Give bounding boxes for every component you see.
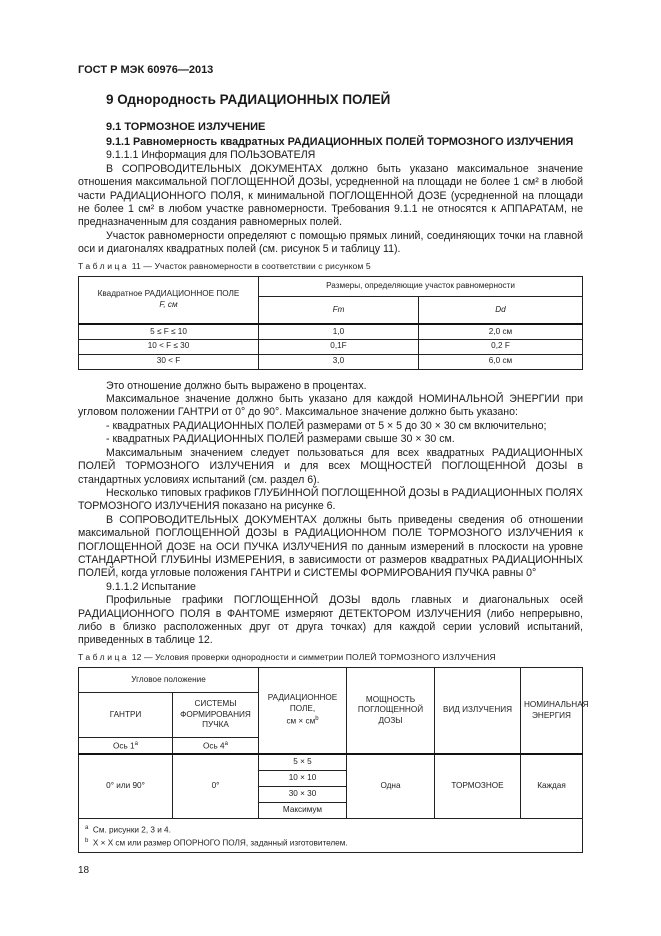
page-number: 18 — [78, 865, 90, 877]
cell: Максимум — [259, 802, 347, 818]
header-axis4 — [173, 737, 259, 754]
footnote-mark: a — [85, 824, 89, 831]
footnote-text: X × X см или размер ОПОРНОГО ПОЛЯ, заданный изготовителем. — [92, 838, 348, 848]
paragraph: В СОПРОВОДИТЕЛЬНЫХ ДОКУМЕНТАХ должны быть приведены сведения об отношении максимальной ПОГЛОЩЕННОЙ ДОЗЫ в РАДИАЦИОННОМ ПОЛЕ ТОРМОЗНОГО ИЗЛУЧЕНИЯ к ПОГЛОЩЕННОЙ ДОЗЕ на ОСИ ПУЧКА ИЗЛУЧЕНИЯ по данным измерений в плоскости на уровне СТАНДАРТНОЙ ГЛУБИНЫ ИЗМЕРЕНИЯ, в зависимости от размеров квадратных РАДИАЦИОННЫХ ПОЛЕЙ, когда угловые положения ГАНТРИ и СИСТЕМЫ ФОРМИРОВАНИЯ ПУЧКА равны 0° — [78, 513, 583, 580]
paragraph: Профильные графики ПОГЛОЩЕННОЙ ДОЗЫ вдоль главных и диагональных осей РАДИАЦИОННОГО ПОЛЯ в ФАНТОМЕ измеряют ДЕТЕКТОРОМ ИЗЛУЧЕНИЯ (либо непрерывно, либо в близко расположенных друг от друга точках) для каждой серии условий испытаний, приведенных в таблице 12. — [78, 594, 583, 647]
header-text: РАДИАЦИОННОЕ ПОЛЕ, — [267, 693, 338, 713]
header-text: Dd — [495, 304, 506, 314]
cell: 0,2 F — [419, 339, 583, 354]
paragraph: Максимальное значение должно быть указано для каждой НОМИНАЛЬНОЙ ЭНЕРГИИ при угловом положении ГАНТРИ от 0° до 90°. Максимальное значение должно быть указано: — [78, 393, 583, 419]
caption-text: 11 — Участок равномерности в соответствии с рисунком 5 — [131, 260, 371, 271]
cell: 30 × 30 — [259, 786, 347, 802]
header-text: Ось 4 — [203, 741, 225, 751]
footnote — [85, 836, 576, 849]
table-row — [79, 754, 583, 770]
clause-heading: 9.1.1 Равномерность квадратных РАДИАЦИОННЫХ ПОЛЕЙ ТОРМОЗНОГО ИЗЛУЧЕНИЯ — [106, 136, 574, 148]
footnote — [85, 823, 576, 836]
paragraph: Несколько типовых графиков ГЛУБИННОЙ ПОГЛОЩЕННОЙ ДОЗЫ в РАДИАЦИОННЫХ ПОЛЯХ ТОРМОЗНОГО ИЗЛУЧЕНИЯ показано на рисунке 6. — [78, 486, 583, 513]
header-text: Квадратное РАДИАЦИОННОЕ ПОЛЕ — [97, 289, 240, 299]
body-text-2 — [78, 380, 583, 648]
footnote-mark: a — [224, 740, 228, 747]
caption-text: 12 — Условия проверки однородности и симметрии ПОЛЕЙ ТОРМОЗНОГО ИЗЛУЧЕНИЯ — [131, 651, 496, 662]
header-energy: НОМИНАЛЬНАЯ ЭНЕРГИЯ — [521, 667, 583, 754]
footnote-mark: a — [134, 740, 138, 747]
cell: 0° — [173, 754, 259, 818]
cell: ТОРМОЗНОЕ — [435, 754, 521, 818]
header-unit: F, см — [159, 299, 178, 309]
clause-subheading: 9.1.1.2 Испытание — [106, 580, 196, 593]
header-dd — [419, 296, 583, 324]
table-footnotes — [79, 818, 583, 852]
table-row — [79, 354, 583, 369]
table-row — [79, 324, 583, 339]
header-angular: Угловое положение — [79, 667, 259, 692]
header-radiation: ВИД ИЗЛУЧЕНИЯ — [435, 667, 521, 754]
section-heading: 9 Однородность РАДИАЦИОННЫХ ПОЛЕЙ — [106, 92, 391, 107]
footnote-mark: b — [85, 837, 89, 844]
cell: 30 < F — [79, 354, 259, 369]
cell: 1,0 — [259, 324, 419, 339]
cell: 6,0 см — [419, 354, 583, 369]
table-12-caption — [78, 652, 583, 662]
cell: 5 ≤ F ≤ 10 — [79, 324, 259, 339]
footnote-mark: b — [315, 716, 319, 723]
paragraph: Это отношение должно быть выражено в процентах. — [106, 379, 367, 392]
cell: 5 × 5 — [259, 754, 347, 770]
table-11 — [78, 276, 583, 370]
cell: 10 × 10 — [259, 770, 347, 786]
cell: 3,0 — [259, 354, 419, 369]
header-unit: см × см — [286, 717, 316, 727]
header-field — [79, 276, 259, 324]
paragraph: Максимальным значением следует пользоваться для всех квадратных РАДИАЦИОННЫХ ПОЛЕЙ ТОРМОЗНОГО ИЗЛУЧЕНИЯ и для всех МОЩНОСТЕЙ ПОГЛОЩЕННОЙ ДОЗЫ в стандартных условиях испытаний (см. раздел 6). — [78, 446, 583, 486]
cell: Каждая — [521, 754, 583, 818]
caption-prefix: Таблица — [78, 260, 130, 271]
paragraph: Участок равномерности определяют с помощью прямых линий, соединяющих точки на главной оси и диагоналях квадратных полей (см. рисунок 5 и таблицу 11). — [78, 229, 583, 256]
list-item: - квадратных РАДИАЦИОННЫХ ПОЛЕЙ размерами свыше 30 × 30 см. — [106, 433, 455, 446]
cell: 2,0 см — [419, 324, 583, 339]
cell: 10 < F ≤ 30 — [79, 339, 259, 354]
clause-subheading: 9.1.1.1 Информация для ПОЛЬЗОВАТЕЛЯ — [106, 149, 316, 162]
header-gantry: ГАНТРИ — [79, 692, 173, 737]
header-text: Ось 1 — [113, 741, 135, 751]
footnote-text: См. рисунки 2, 3 и 4. — [92, 825, 171, 835]
list-item: - квадратных РАДИАЦИОННЫХ ПОЛЕЙ размерами от 5 × 5 до 30 × 30 см включительно; — [106, 419, 547, 432]
table-12 — [78, 667, 589, 853]
document-id: ГОСТ Р МЭК 60976—2013 — [78, 64, 214, 76]
caption-prefix: Таблица — [78, 651, 130, 662]
paragraph: В СОПРОВОДИТЕЛЬНЫХ ДОКУМЕНТАХ должно быть указано максимальное значение отношения максимальной ПОГЛОЩЕННОЙ ДОЗЫ, усредненной на площади не более 1 см² в любой части РАДИАЦИОННОГО ПОЛЯ, к минимальной ПОГЛОЩЕННОЙ ДОЗЕ (усредненной на площади не более 1 см² в любом участке равномерности. Требования 9.1.1 не относятся к АППАРАТАМ, не предназначенным для создания равномерных полей. — [78, 162, 583, 229]
subsection-heading: 9.1 ТОРМОЗНОЕ ИЗЛУЧЕНИЕ — [106, 121, 266, 133]
body-text-1 — [78, 136, 583, 257]
header-axis1 — [79, 737, 173, 754]
cell: Одна — [347, 754, 435, 818]
header-bls: СИСТЕМЫ ФОРМИРОВАНИЯ ПУЧКА — [173, 692, 259, 737]
header-fm — [259, 296, 419, 324]
header-group: Размеры, определяющие участок равномерности — [259, 276, 583, 296]
cell: 0,1F — [259, 339, 419, 354]
cell: 0° или 90° — [79, 754, 173, 818]
header-text: Fm — [332, 304, 345, 314]
table-row — [79, 339, 583, 354]
table-11-caption — [78, 261, 583, 271]
header-dose-rate: МОЩНОСТЬ ПОГЛОЩЕННОЙ ДОЗЫ — [347, 667, 435, 754]
header-field — [259, 667, 347, 754]
